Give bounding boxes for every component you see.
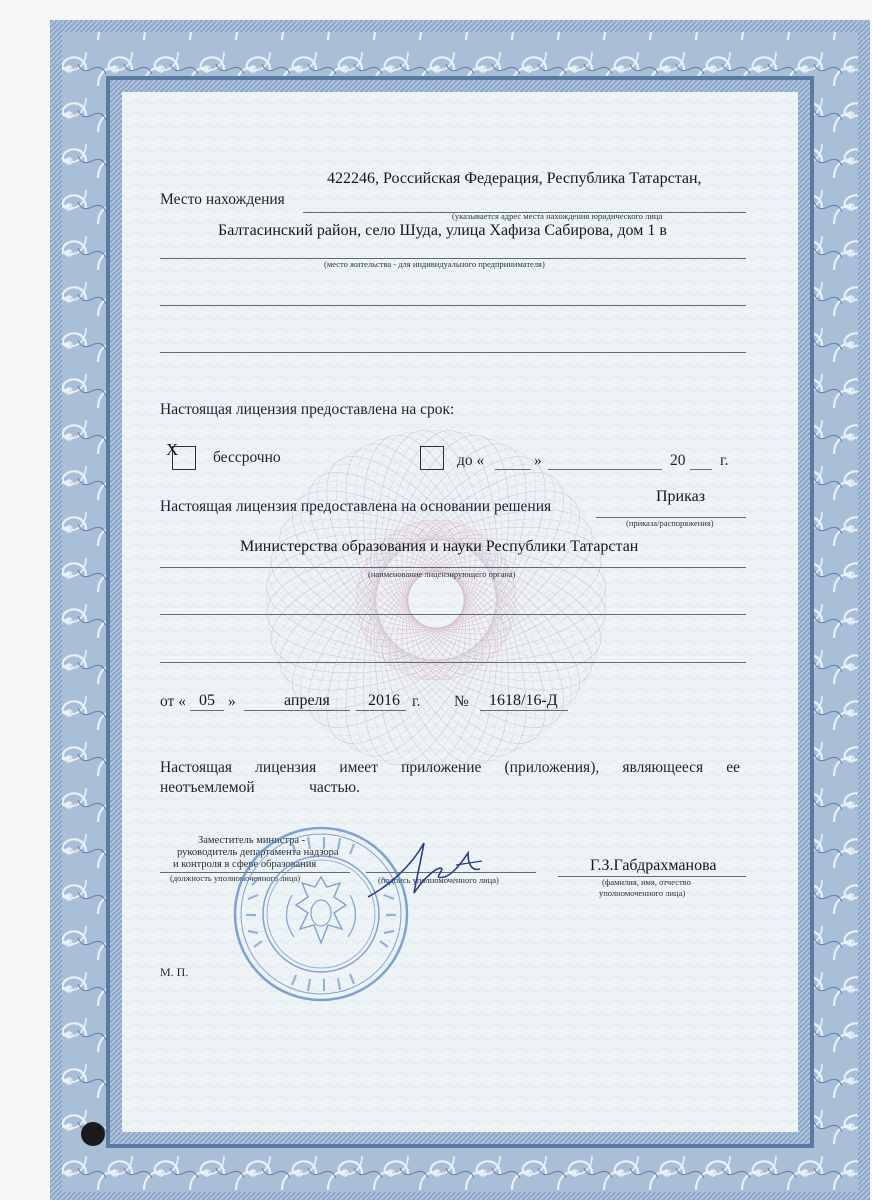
until-month-rule bbox=[548, 469, 662, 470]
date-day-rule bbox=[190, 710, 224, 711]
basis-heading: Настоящая лицензия предоставлена на основании решения bbox=[160, 498, 552, 515]
appendix-word: приложение bbox=[401, 759, 482, 776]
decision-type: Приказ bbox=[656, 488, 706, 505]
indefinite-check-mark: X bbox=[166, 440, 179, 459]
until-prefix: до « bbox=[457, 452, 485, 469]
until-year-suffix: г. bbox=[720, 452, 729, 469]
term-heading: Настоящая лицензия предоставлена на срок: bbox=[160, 401, 455, 418]
blank-rule-3 bbox=[160, 614, 746, 615]
date-close-quote: » bbox=[228, 693, 236, 710]
blank-rule-4 bbox=[160, 662, 746, 663]
until-day-rule bbox=[495, 469, 531, 470]
appendix-line-2 bbox=[160, 779, 360, 797]
address-line-1: 422246, Российская Федерация, Республика Татарстан, bbox=[327, 170, 702, 187]
position-line-2: руководитель департамента надзора bbox=[177, 847, 339, 858]
authority-caption: (наименование лицензирующего органа) bbox=[368, 569, 516, 579]
appendix-word: лицензия bbox=[255, 759, 317, 776]
date-day: 05 bbox=[199, 692, 215, 709]
address-label: Место нахождения bbox=[160, 191, 285, 208]
handwritten-signature bbox=[360, 835, 500, 905]
authority-name: Министерства образования и науки Республики Татарстан bbox=[240, 538, 639, 555]
decision-caption: (приказа/распоряжения) bbox=[626, 518, 714, 528]
signature-caption: (подпись уполномоченного лица) bbox=[378, 875, 499, 885]
appendix-word: (приложения), bbox=[504, 759, 600, 776]
address-caption-2: (место жительства - для индивидуального предпринимателя) bbox=[324, 259, 545, 269]
name-caption-1: (фамилия, имя, отчество bbox=[602, 877, 691, 887]
appendix-word: частью. bbox=[309, 779, 360, 796]
authority-rule bbox=[160, 567, 746, 568]
number-rule bbox=[480, 710, 568, 711]
date-year-rule bbox=[356, 710, 406, 711]
address-line-2: Балтасинский район, село Шуда, улица Хафиза Сабирова, дом 1 в bbox=[218, 222, 667, 239]
date-year: 2016 bbox=[368, 692, 400, 709]
date-month: апреля bbox=[284, 692, 330, 709]
appendix-word: неотъемлемой bbox=[160, 779, 255, 796]
punch-hole bbox=[81, 1122, 105, 1146]
until-year-rule bbox=[690, 469, 712, 470]
appendix-word: Настоящая bbox=[160, 759, 233, 776]
date-year-suffix: г. bbox=[412, 693, 421, 710]
signatory-name: Г.З.Габдрахманова bbox=[590, 857, 717, 874]
until-checkbox[interactable] bbox=[420, 446, 444, 470]
position-line-3: и контроля в сфере образования bbox=[173, 859, 317, 870]
date-month-rule bbox=[244, 710, 350, 711]
until-close-quote: » bbox=[534, 452, 542, 469]
date-from-prefix: от « bbox=[160, 693, 186, 710]
appendix-word: ее bbox=[726, 759, 740, 776]
blank-rule-2 bbox=[160, 352, 746, 353]
blank-rule-1 bbox=[160, 305, 746, 306]
stamp-label: М. П. bbox=[160, 965, 189, 979]
appendix-word: имеет bbox=[339, 759, 378, 776]
appendix-word: являющееся bbox=[622, 759, 704, 776]
address-caption-1: (указывается адрес места нахождения юридического лица bbox=[452, 211, 663, 221]
indefinite-label: бессрочно bbox=[213, 449, 281, 466]
until-year-prefix: 20 bbox=[670, 452, 686, 469]
position-caption: (должность уполномоченного лица) bbox=[170, 873, 301, 883]
position-line-1: Заместитель министра - bbox=[198, 835, 306, 846]
number-sign: № bbox=[454, 693, 469, 710]
license-number: 1618/16-Д bbox=[489, 692, 558, 709]
name-caption-2: уполномоченного лица) bbox=[599, 888, 686, 898]
appendix-line-1 bbox=[160, 759, 740, 777]
